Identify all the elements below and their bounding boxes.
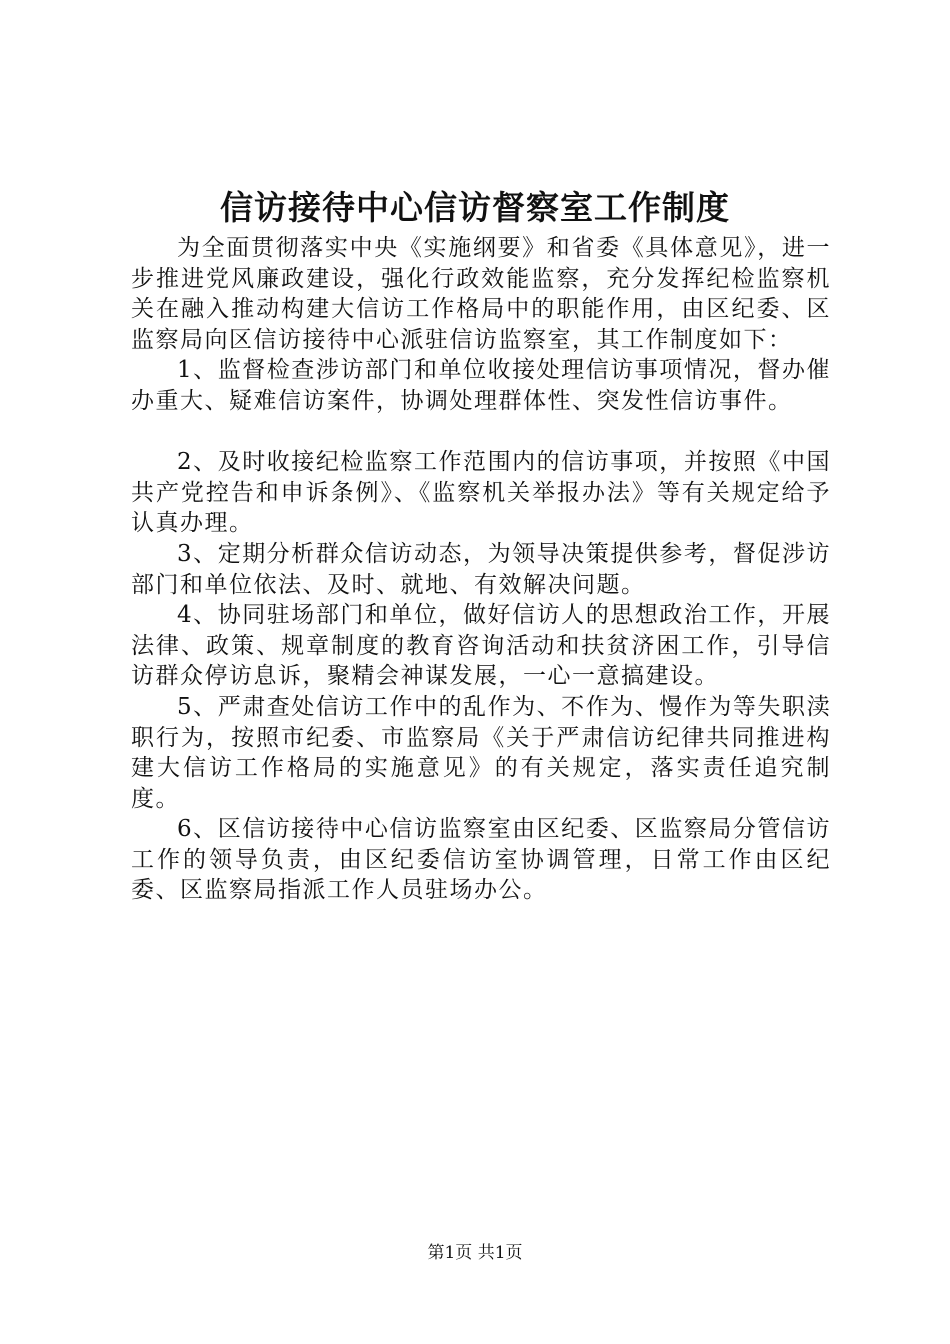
paragraph-item-5: 5、严肃查处信访工作中的乱作为、不作为、慢作为等失职渎职行为，按照市纪委、市监察局《关于严肃信访纪律共同推进构建大信访工作格局的实施意见》的有关规定，落实责任追究制度。 <box>131 693 831 812</box>
document-body <box>131 233 831 906</box>
paragraph-item-2: 2、及时收接纪检监察工作范围内的信访事项，并按照《中国共产党控告和申诉条例》、《监察机关举报办法》等有关规定给予认真办理。 <box>131 449 831 537</box>
page-footer: 第1页 共1页 <box>427 1243 523 1263</box>
paragraph-item-4: 4、协同驻场部门和单位，做好信访人的思想政治工作，开展法律、政策、规章制度的教育咨询活动和扶贫济困工作，引导信访群众停访息诉，聚精会神谋发展，一心一意搞建设。 <box>131 602 831 690</box>
paragraph-item-1: 1、监督检查涉访部门和单位收接处理信访事项情况，督办催办重大、疑难信访案件，协调处理群体性、突发性信访事件。 <box>131 357 831 414</box>
paragraph-item-3: 3、定期分析群众信访动态，为领导决策提供参考，督促涉访部门和单位依法、及时、就地、有效解决问题。 <box>131 540 831 598</box>
paragraph-item-6: 6、区信访接待中心信访监察室由区纪委、区监察局分管信访工作的领导负责，由区纪委信访室协调管理，日常工作由区纪委、区监察局指派工作人员驻场办公。 <box>131 816 831 904</box>
paragraph-intro: 为全面贯彻落实中央《实施纲要》和省委《具体意见》，进一步推进党风廉政建设，强化行政效能监察，充分发挥纪检监察机关在融入推动构建大信访工作格局中的职能作用，由区纪委、区监察局向区信访接待中心派驻信访监察室，其工作制度如下： <box>131 235 831 353</box>
document-title: 信访接待中心信访督察室工作制度 <box>220 188 730 227</box>
